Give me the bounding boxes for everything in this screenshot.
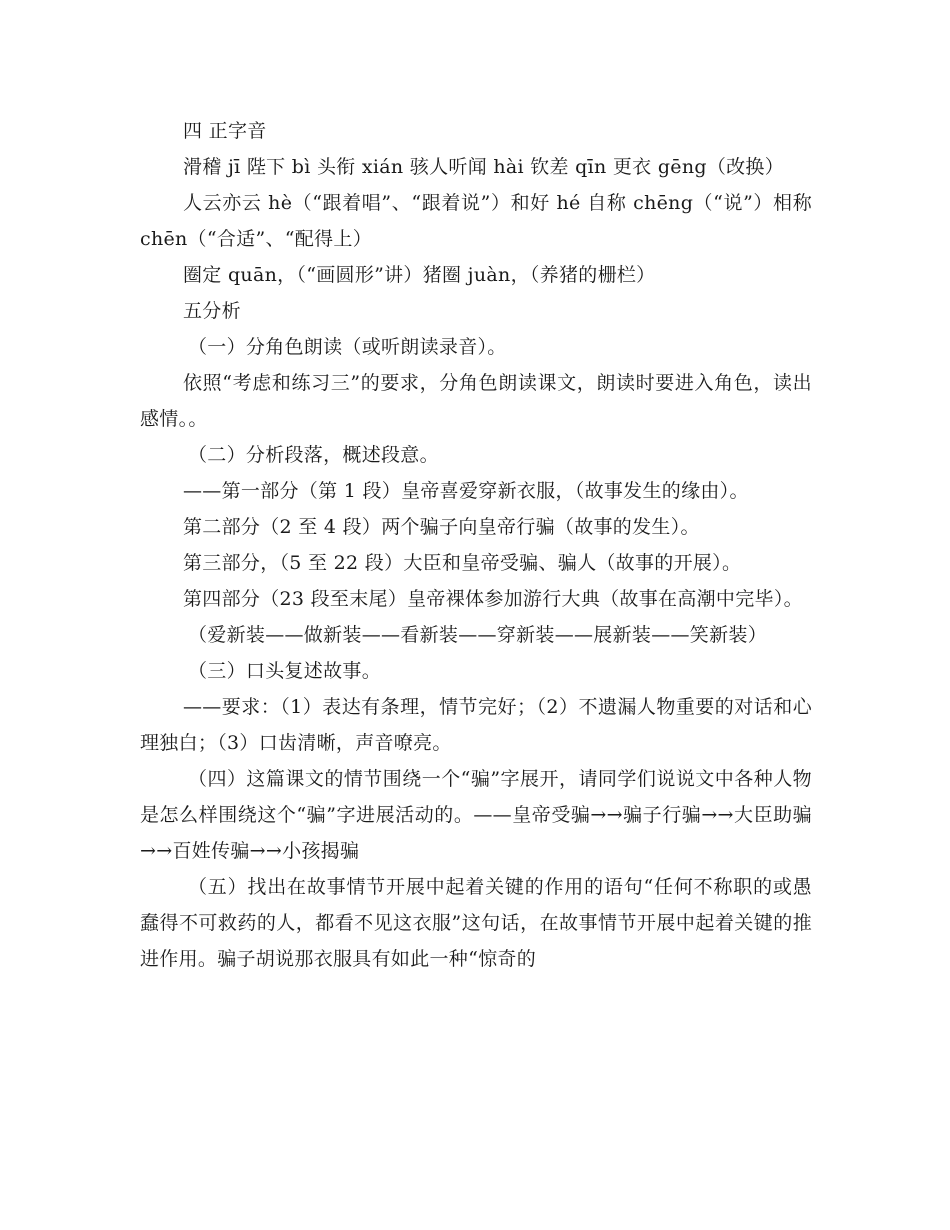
subsection-one-heading: （一）分角色朗读（或听朗读录音）。	[188, 336, 507, 358]
paragraph: 第四部分（23 段至末尾）皇帝裸体参加游行大典（故事在高潮中完毕）。	[183, 588, 803, 610]
paragraph: ——第一部分（第 1 段）皇帝喜爱穿新衣服，（故事发生的缘由）。	[183, 480, 749, 502]
paragraph: （四）这篇课文的情节围绕一个“骗”字展开，请同学们说说文中各种人物是怎么样围绕这个“骗”字进展活动的。——皇帝受骗→→骗子行骗→→大臣助骗→→百姓传骗→→小孩揭骗	[140, 768, 812, 862]
paragraph: 依照“考虑和练习三”的要求，分角色朗读课文，朗读时要进入角色，读出感情。。	[140, 372, 812, 430]
paragraph: 第三部分，（5 至 22 段）大臣和皇帝受骗、骗人（故事的开展）。	[183, 552, 742, 574]
pronunciation-line-1: 滑稽 jī 陛下 bì 头衔 xián 骇人听闻 hài 钦差 qīn 更衣 gēng（改换）	[183, 156, 785, 178]
paragraph: （爱新装——做新装——看新装——穿新装——展新装——笑新装）	[188, 624, 768, 646]
document-body	[140, 113, 812, 977]
section-heading-five: 五分析	[183, 300, 241, 322]
subsection-three-heading: （三）口头复述故事。	[188, 660, 382, 682]
paragraph: （五）找出在故事情节开展中起着关键的作用的语句“任何不称职的或愚蠢得不可救药的人，都看不见这衣服”这句话，在故事情节开展中起着关键的推进作用。骗子胡说那衣服具有如此一种“惊奇的	[140, 876, 812, 970]
pronunciation-line-2: 人云亦云 hè（“跟着唱”、“跟着说”）和好 hé 自称 chēng（“说”）相称 chēn（“合适”、“配得上）	[140, 192, 812, 250]
paragraph: 第二部分（2 至 4 段）两个骗子向皇帝行骗（故事的发生）。	[183, 516, 700, 538]
subsection-two-heading: （二）分析段落，概述段意。	[188, 444, 439, 466]
paragraph: ——要求：（1）表达有条理，情节完好；（2）不遗漏人物重要的对话和心理独白；（3）口齿清晰，声音嘹亮。	[140, 696, 812, 754]
pronunciation-line-3: 圈定 quān，（“画圆形”讲）猪圈 juàn，（养猪的栅栏）	[183, 264, 656, 286]
section-heading-four: 四 正字音	[183, 120, 267, 142]
